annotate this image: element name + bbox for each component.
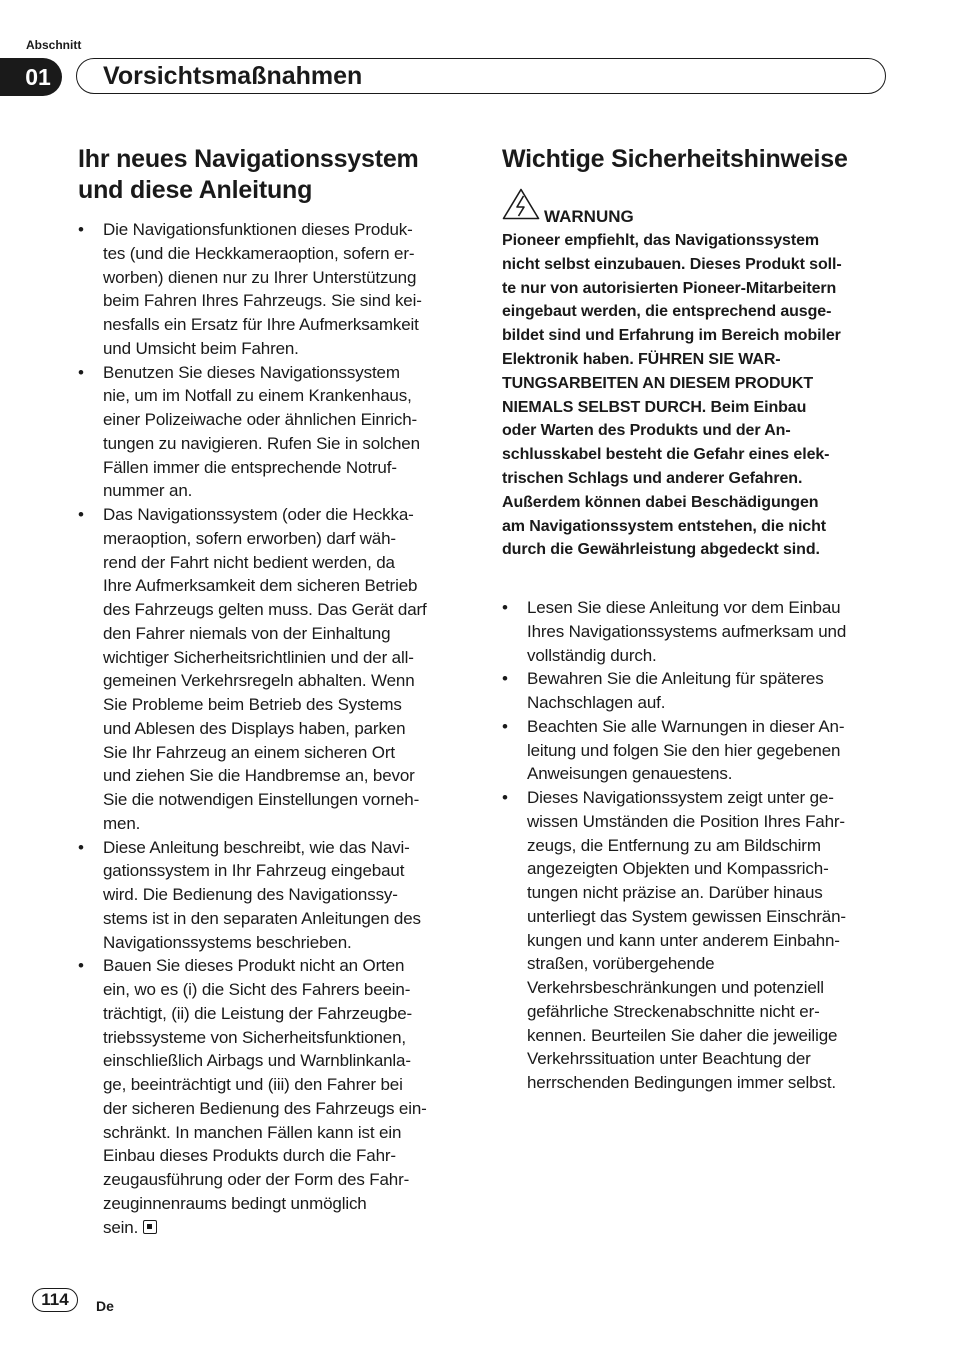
end-of-section-icon: [143, 1220, 157, 1234]
warning-label: WARNUNG: [544, 207, 634, 226]
left-heading: Ihr neues Navigationssystem und diese Anleitung: [78, 145, 419, 204]
warning-text: Pioneer empfiehlt, das Navigationssystem nicht selbst einzubauen. Dieses Produkt soll- te nur von autorisierten Pioneer-Mitarbeitern eingebaut werden, die entsprechend ausge- bildet sind und Erfahrung im Bereich mobiler Elektronik haben. FÜHREN SIE WAR- TUNGSARBEITEN AN DIESEM PRODUKT NIEMALS SELBST DURCH. Beim Einbau oder Warten des Produkts und der An- schlusskabel besteht die Gefahr eines elek- trischen Schlags und anderer Gefahren. Außerdem können dabei Beschädigungen am Navigationssystem entstehen, die nicht durch die Gewährleistung abgedeckt sind.: [502, 232, 842, 559]
left-bullet-list: [78, 218, 468, 1239]
warning-header: [502, 193, 894, 225]
list-item: • Beachten Sie alle Warnungen in dieser An- leitung und folgen Sie den hier gegebenen Anweisungen genauestens.: [502, 715, 894, 786]
warning-triangle-icon: [502, 188, 540, 225]
list-item: • Das Navigationssystem (oder die Heckka- meraoption, sofern erworben) darf wäh- rend der Fahrt nicht bedient werden, da Ihre Aufmerksamkeit dem sicheren Betrieb des Fahrzeugs gelten muss. Das Gerät darf den Fahrer niemals von der Einhaltung wichtiger Sicherheitsrichtlinien und der all- gemeinen Verkehrsregeln abhalten. Wenn Sie Probleme beim Betrieb des Systems und Ablesen des Displays haben, parken Sie Ihr Fahrzeug an einem sicheren Ort und ziehen Sie die Handbremse an, bevor Sie die notwendigen Einstellungen vorneh- men.: [78, 503, 468, 836]
list-item: • Lesen Sie diese Anleitung vor dem Einbau Ihres Navigationssystems aufmerksam und vollständig durch.: [502, 596, 894, 667]
list-item: • Diese Anleitung beschreibt, wie das Navi- gationssystem in Ihr Fahrzeug eingebaut wird. Die Bedienung des Navigationssy- stems ist in den separaten Anleitungen des Navigationssystems beschrieben.: [78, 836, 468, 955]
left-column: [78, 144, 468, 1239]
list-item-text: Bauen Sie dieses Produkt nicht an Orten ein, wo es (i) die Sicht des Fahrers beein- trächtigt, (ii) die Leistung der Fahrzeugbe- triebssysteme von Sicherheitsfunktionen, einschließlich Airbags und Warnblinkanla- ge, beeinträchtigt und (iii) den Fahrer bei der sicheren Bedienung des Fahrzeugs ein- schränkt. In manchen Fällen kann ist ein Einbau dieses Produkts durch die Fahr- zeugausführung oder der Form des Fahr- zeuginnenraums bedingt unmöglich sein.: [103, 956, 427, 1237]
right-heading: Wichtige Sicherheitshinweise: [502, 145, 848, 173]
section-title-bar: [76, 58, 886, 94]
right-bullet-list: [502, 596, 894, 1095]
list-item: • Benutzen Sie dieses Navigationssystem nie, um im Notfall zu einem Krankenhaus, einer Polizeiwache oder ähnlichen Einrich- tungen zu navigieren. Rufen Sie in solchen Fällen immer die entsprechende Notruf- nummer an.: [78, 361, 468, 504]
language-code: De: [96, 1298, 114, 1314]
section-title: Vorsichtsmaßnahmen: [103, 61, 363, 90]
list-item: • Bewahren Sie die Anleitung für späteres Nachschlagen auf.: [502, 667, 894, 715]
page-number: 114: [32, 1288, 78, 1312]
list-item: • Die Navigationsfunktionen dieses Produk- tes (und die Heckkameraoption, sofern er- worben) dienen nur zu Ihrer Unterstützung beim Fahren Ihres Fahrzeugs. Sie sind kei- nesfalls ein Ersatz für Ihre Aufmerksamkeit und Umsicht beim Fahren.: [78, 218, 468, 361]
list-item: • Dieses Navigationssystem zeigt unter ge- wissen Umständen die Position Ihres Fahr- zeugs, die Entfernung zu am Bildschirm angezeigten Objekten und Kompassrich- tungen nicht präzise an. Darüber hinaus unterliegt das System gewissen Einschrän- kungen und kann unter anderem Einbahn- straßen, vorübergehende Verkehrsbeschränkungen und potenziell gefährliche Streckenabschnitte nicht er- kennen. Beurteilen Sie daher die jeweilige Verkehrssituation unter Beachtung der herrschenden Bedingungen immer selbst.: [502, 786, 894, 1095]
right-column: [502, 144, 894, 1095]
section-number-badge: 01: [0, 58, 62, 96]
section-label: Abschnitt: [26, 38, 82, 52]
list-item-last: [78, 954, 468, 1239]
